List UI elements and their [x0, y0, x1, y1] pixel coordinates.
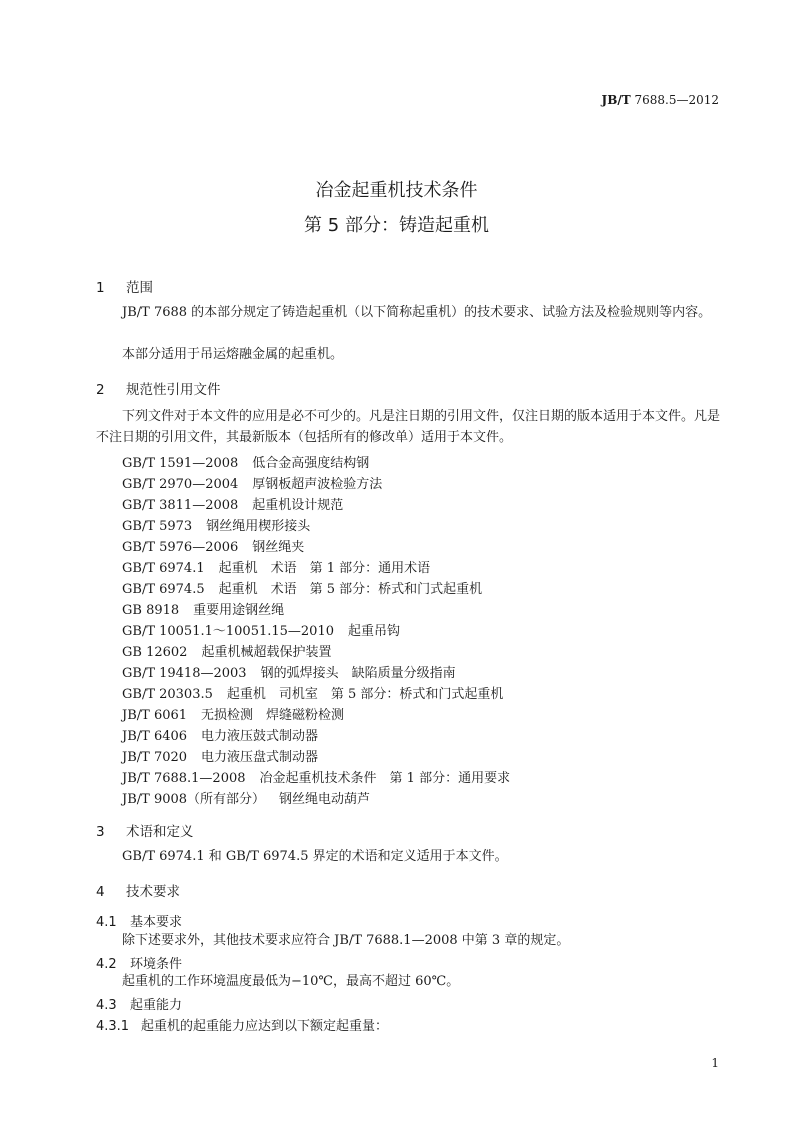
reference-code: GB 12602 [122, 645, 188, 660]
reference-item [122, 788, 370, 807]
section-2-paragraph-1: 下列文件对于本文件的应用是必不可少的。凡是注日期的引用文件，仅注日期的版本适用于本文件。凡是不注日期的引用文件，其最新版本（包括所有的修改单）适用于本文件。 [96, 409, 721, 445]
document-title: 冶金起重机技术条件 [315, 180, 478, 201]
reference-code: GB/T 5976—2006 [122, 540, 239, 555]
reference-item [122, 494, 343, 513]
reference-code: JB/T 6406 [122, 729, 188, 744]
reference-title: 钢丝绳用楔形接头 [206, 519, 311, 534]
reference-item [122, 746, 318, 765]
reference-item [122, 683, 503, 702]
reference-item [122, 767, 510, 786]
reference-item [122, 704, 344, 723]
reference-item [122, 536, 304, 555]
reference-code: GB/T 1591—2008 [122, 456, 239, 471]
section-number: 3 [96, 824, 105, 840]
reference-code: GB/T 6974.5 [122, 582, 205, 597]
subsection-number: 4.2 [96, 957, 117, 972]
subsection-4-1-paragraph: 除下述要求外，其他技术要求应符合 JB/T 7688.1—2008 中第 3 章的规定。 [122, 933, 570, 948]
section-3-heading [96, 820, 194, 840]
standard-code-header [602, 93, 719, 107]
standard-code-prefix: JB/T [601, 93, 631, 107]
reference-code: GB/T 6974.1 [122, 561, 205, 576]
reference-item [122, 725, 318, 744]
section-number: 1 [96, 280, 105, 296]
reference-code: GB 8918 [122, 603, 180, 618]
section-number: 2 [96, 382, 105, 398]
reference-title: 电力液压鼓式制动器 [201, 729, 319, 744]
reference-title: 起重机 司机室 第 5 部分：桥式和门式起重机 [226, 687, 504, 702]
reference-title: 起重吊钩 [348, 624, 401, 639]
subsection-4-2-paragraph: 起重机的工作环境温度最低为−10℃，最高不超过 60℃。 [122, 974, 460, 989]
reference-title: 起重机 术语 第 5 部分：桥式和门式起重机 [218, 582, 483, 597]
reference-title: 钢丝绳电动葫芦 [279, 792, 371, 807]
document-subtitle: 第 5 部分：铸造起重机 [304, 215, 489, 236]
section-1-heading [96, 276, 153, 296]
reference-title: 无损检测 焊缝磁粉检测 [201, 708, 345, 723]
reference-code: GB/T 20303.5 [122, 687, 213, 702]
reference-code: JB/T 7688.1—2008 [122, 771, 246, 786]
reference-code: JB/T 9008（所有部分） [122, 792, 266, 807]
page-number: 1 [711, 1056, 719, 1070]
section-title: 技术要求 [126, 884, 180, 900]
reference-item [122, 578, 482, 597]
subsection-4-2-heading [96, 953, 182, 972]
reference-item [122, 557, 430, 576]
reference-item [122, 620, 400, 639]
section-1-paragraph-2: 本部分适用于吊运熔融金属的起重机。 [122, 347, 344, 362]
reference-code: GB/T 3811—2008 [122, 498, 239, 513]
clause-text: 起重机的起重能力应达到以下额定起重量： [141, 1019, 389, 1034]
section-title: 术语和定义 [126, 824, 194, 840]
reference-code: JB/T 7020 [122, 750, 188, 765]
section-2-heading [96, 378, 221, 398]
standard-code-number: 7688.5—2012 [630, 93, 719, 107]
subsection-title: 起重能力 [130, 998, 183, 1013]
clause-number: 4.3.1 [96, 1019, 130, 1034]
reference-title: 重要用途钢丝绳 [193, 603, 285, 618]
subsection-title: 环境条件 [130, 957, 183, 972]
reference-item [122, 641, 331, 660]
reference-title: 起重机械超载保护装置 [201, 645, 332, 660]
reference-item [122, 473, 382, 492]
section-title: 范围 [126, 280, 153, 296]
reference-title: 起重机设计规范 [252, 498, 344, 513]
reference-item [122, 599, 284, 618]
reference-code: GB/T 2970—2004 [122, 477, 239, 492]
section-number: 4 [96, 884, 105, 900]
reference-code: GB/T 19418—2003 [122, 666, 247, 681]
reference-item [122, 662, 456, 681]
section-title: 规范性引用文件 [126, 382, 221, 398]
subsection-number: 4.3 [96, 998, 117, 1013]
subsection-title: 基本要求 [130, 915, 183, 930]
subsection-number: 4.1 [96, 915, 117, 930]
reference-title: 厚钢板超声波检验方法 [252, 477, 383, 492]
reference-item [122, 452, 369, 471]
subsection-4-1-heading [96, 911, 182, 930]
section-1-paragraph-1: JB/T 7688 的本部分规定了铸造起重机（以下简称起重机）的技术要求、试验方法及检验规则等内容。 [122, 305, 712, 320]
section-3-paragraph-1: GB/T 6974.1 和 GB/T 6974.5 界定的术语和定义适用于本文件。 [122, 849, 508, 864]
reference-title: 钢的弧焊接头 缺陷质量分级指南 [260, 666, 456, 681]
reference-title: 电力液压盘式制动器 [201, 750, 319, 765]
reference-code: JB/T 6061 [122, 708, 188, 723]
reference-code: GB/T 5973 [122, 519, 193, 534]
reference-title: 起重机 术语 第 1 部分：通用术语 [218, 561, 431, 576]
reference-title: 低合金高强度结构钢 [252, 456, 370, 471]
section-4-heading [96, 880, 180, 900]
clause-4-3-1 [96, 1015, 388, 1034]
reference-title: 钢丝绳夹 [252, 540, 305, 555]
reference-title: 冶金起重机技术条件 第 1 部分：通用要求 [259, 771, 511, 786]
reference-item [122, 515, 310, 534]
subsection-4-3-heading [96, 994, 182, 1013]
reference-code: GB/T 10051.1～10051.15—2010 [122, 624, 334, 639]
